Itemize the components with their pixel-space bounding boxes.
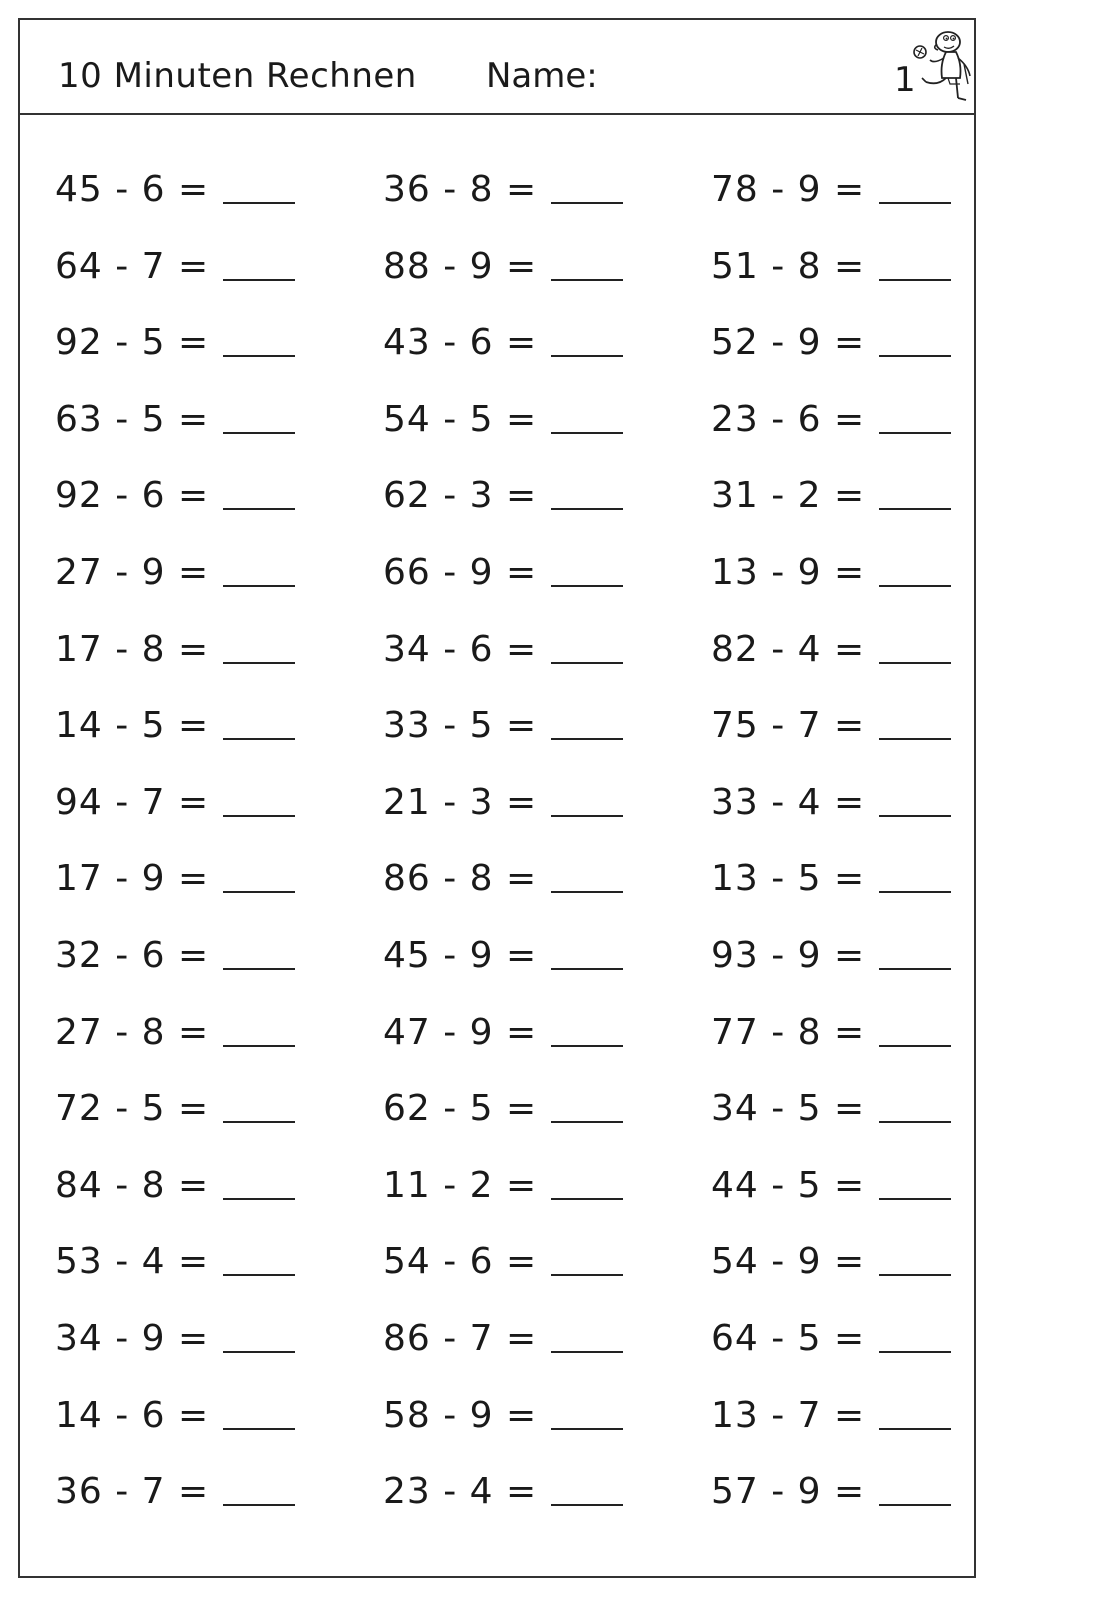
answer-blank[interactable] [879,355,951,357]
problem-item [55,158,295,208]
answer-blank[interactable] [223,432,295,434]
answer-blank[interactable] [551,968,623,970]
answer-blank[interactable] [879,508,951,510]
problem-item [383,464,623,517]
problem-expression: 36 - 8 = [383,169,538,210]
problem-expression: 63 - 5 = [55,398,210,440]
problem-expression: 86 - 8 = [383,858,538,900]
answer-blank[interactable] [223,585,295,587]
answer-blank[interactable] [879,1428,951,1430]
problem-expression: 17 - 9 = [55,858,210,900]
problem-item [383,311,623,364]
problem-item [55,847,295,900]
problem-expression: 14 - 5 = [55,705,210,747]
problem-item [711,1154,951,1204]
problem-item [383,924,623,974]
answer-blank[interactable] [223,1121,295,1123]
problem-item [383,771,623,821]
problem-expression: 31 - 2 = [711,475,866,517]
problem-expression: 82 - 4 = [711,628,866,670]
problem-item [711,771,951,821]
problem-item [711,618,951,668]
problem-item [711,847,951,900]
problem-expression: 43 - 6 = [383,322,538,364]
problem-expression: 33 - 5 = [383,705,538,747]
answer-blank[interactable] [879,1274,951,1276]
problem-item [55,1001,295,1051]
answer-blank[interactable] [223,1504,295,1506]
answer-blank[interactable] [223,279,295,281]
answer-blank[interactable] [223,891,295,893]
problem-item [55,1460,295,1513]
answer-blank[interactable] [551,202,623,204]
problem-item [383,847,623,900]
problem-expression: 75 - 7 = [711,705,866,747]
problem-item [55,618,295,668]
problem-item [55,771,295,821]
problem-item [55,464,295,517]
answer-blank[interactable] [551,1428,623,1430]
problem-item [383,1384,623,1434]
problem-item [383,618,623,668]
problem-expression: 64 - 7 = [55,245,210,287]
problem-expression: 44 - 5 = [711,1164,866,1206]
answer-blank[interactable] [223,202,295,204]
answer-blank[interactable] [223,815,295,817]
answer-blank[interactable] [223,1198,295,1200]
problem-expression: 66 - 9 = [383,552,538,593]
answer-blank[interactable] [551,815,623,817]
answer-blank[interactable] [879,815,951,817]
problem-item [55,924,295,974]
problem-item [711,311,951,364]
problem-expression: 47 - 9 = [383,1011,538,1053]
answer-blank[interactable] [879,1351,951,1353]
problem-expression: 78 - 9 = [711,169,866,210]
problem-item [711,1230,951,1283]
problem-item [55,1384,295,1434]
problem-item [383,1077,623,1130]
problem-expression: 64 - 5 = [711,1318,866,1359]
answer-blank[interactable] [551,1121,623,1123]
answer-blank[interactable] [879,1121,951,1123]
problem-expression: 13 - 5 = [711,858,866,900]
problem-expression: 13 - 9 = [711,552,866,593]
problem-expression: 62 - 5 = [383,1088,538,1130]
level-number: 1 [894,60,916,100]
problem-item [711,1001,951,1051]
name-label: Name: [486,56,598,96]
problem-expression: 54 - 5 = [383,398,538,440]
problem-expression: 32 - 6 = [55,935,210,976]
problem-item [55,235,295,285]
problem-item [711,235,951,285]
answer-blank[interactable] [223,1428,295,1430]
answer-blank[interactable] [223,738,295,740]
problem-item [383,1001,623,1051]
problem-expression: 21 - 3 = [383,781,538,823]
problem-item [711,694,951,747]
problem-item [55,1077,295,1130]
problem-expression: 36 - 7 = [55,1471,210,1513]
problem-expression: 54 - 9 = [711,1241,866,1283]
problem-item [55,1307,295,1357]
worksheet-title: 10 Minuten Rechnen [58,56,417,96]
problem-expression: 92 - 5 = [55,322,210,364]
problem-item [383,541,623,591]
answer-blank[interactable] [879,662,951,664]
problem-expression: 45 - 6 = [55,169,210,210]
problem-expression: 17 - 8 = [55,628,210,670]
answer-blank[interactable] [879,1045,951,1047]
answer-blank[interactable] [551,1045,623,1047]
answer-blank[interactable] [551,355,623,357]
answer-blank[interactable] [551,1351,623,1353]
problem-item [383,388,623,438]
answer-blank[interactable] [223,1045,295,1047]
problem-expression: 94 - 7 = [55,781,210,823]
answer-blank[interactable] [879,432,951,434]
answer-blank[interactable] [223,662,295,664]
problem-item [55,388,295,438]
problem-expression: 52 - 9 = [711,322,866,364]
answer-blank[interactable] [223,968,295,970]
problem-item [55,311,295,364]
problem-expression: 54 - 6 = [383,1241,538,1283]
answer-blank[interactable] [551,1504,623,1506]
answer-blank[interactable] [223,508,295,510]
answer-blank[interactable] [551,891,623,893]
problem-item [711,158,951,208]
problem-item [383,235,623,285]
kicking-figure-icon [904,24,976,110]
problem-item [711,541,951,591]
problem-expression: 88 - 9 = [383,245,538,287]
problem-item [711,1077,951,1130]
problem-item [55,541,295,591]
answer-blank[interactable] [551,508,623,510]
answer-blank[interactable] [551,585,623,587]
problem-item [55,694,295,747]
problem-item [711,464,951,517]
problem-item [55,1154,295,1204]
problem-item [383,694,623,747]
answer-blank[interactable] [551,279,623,281]
answer-blank[interactable] [551,432,623,434]
problem-item [55,1230,295,1283]
answer-blank[interactable] [879,1504,951,1506]
worksheet-header [20,20,974,115]
problem-expression: 34 - 5 = [711,1088,866,1130]
problem-expression: 34 - 9 = [55,1318,210,1359]
answer-blank[interactable] [223,1274,295,1276]
answer-blank[interactable] [879,891,951,893]
answer-blank[interactable] [551,662,623,664]
problem-expression: 62 - 3 = [383,475,538,517]
problem-expression: 13 - 7 = [711,1394,866,1436]
answer-blank[interactable] [551,1274,623,1276]
problem-expression: 72 - 5 = [55,1088,210,1130]
problem-expression: 53 - 4 = [55,1241,210,1283]
problem-expression: 51 - 8 = [711,245,866,287]
problem-expression: 27 - 8 = [55,1011,210,1053]
answer-blank[interactable] [879,202,951,204]
problem-item [383,1154,623,1204]
answer-blank[interactable] [223,355,295,357]
problem-expression: 58 - 9 = [383,1394,538,1436]
problem-expression: 92 - 6 = [55,475,210,517]
answer-blank[interactable] [879,968,951,970]
answer-blank[interactable] [551,1198,623,1200]
problem-item [711,1307,951,1357]
answer-blank[interactable] [879,585,951,587]
problem-item [711,388,951,438]
problem-expression: 77 - 8 = [711,1011,866,1053]
answer-blank[interactable] [879,279,951,281]
problem-expression: 23 - 4 = [383,1471,538,1513]
problem-expression: 27 - 9 = [55,552,210,593]
problem-item [711,1384,951,1434]
problem-item [383,1230,623,1283]
answer-blank[interactable] [879,738,951,740]
problem-expression: 23 - 6 = [711,398,866,440]
problem-expression: 11 - 2 = [383,1164,538,1206]
answer-blank[interactable] [223,1351,295,1353]
problem-expression: 34 - 6 = [383,628,538,670]
problem-expression: 14 - 6 = [55,1394,210,1436]
problem-expression: 45 - 9 = [383,935,538,976]
problem-expression: 84 - 8 = [55,1164,210,1206]
problem-expression: 93 - 9 = [711,935,866,976]
problem-expression: 86 - 7 = [383,1318,538,1359]
problem-item [383,158,623,208]
problem-item [383,1307,623,1357]
problem-item [711,924,951,974]
problem-item [383,1460,623,1513]
problem-item [711,1460,951,1513]
problem-expression: 57 - 9 = [711,1471,866,1513]
problem-expression: 33 - 4 = [711,781,866,823]
answer-blank[interactable] [879,1198,951,1200]
answer-blank[interactable] [551,738,623,740]
